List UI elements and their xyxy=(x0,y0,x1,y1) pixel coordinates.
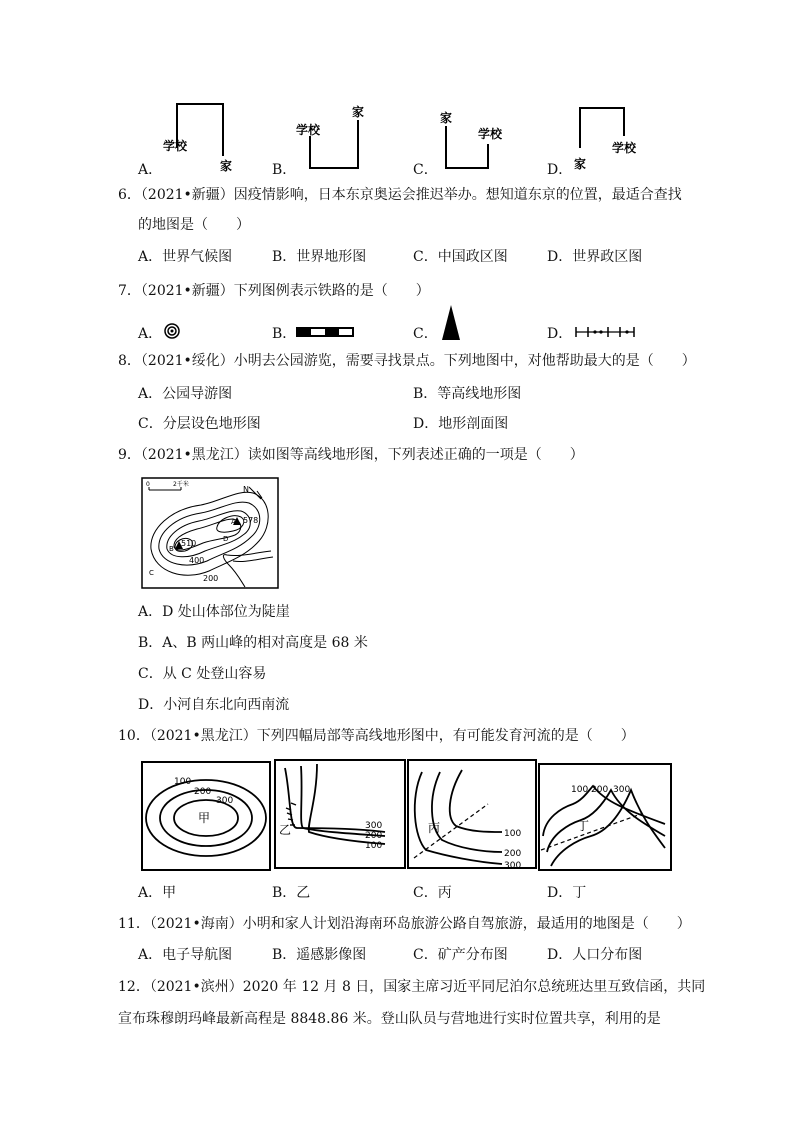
q10-option-d[interactable]: D．丁 xyxy=(547,885,587,901)
q9-label-c: C xyxy=(149,569,154,577)
q7-stem: 7．（2021•新疆）下列图例表示铁路的是（ ） xyxy=(118,283,430,299)
q10-ding-c100: 100 xyxy=(571,785,589,795)
q5-option-a[interactable]: A． xyxy=(138,162,163,178)
q5-figure-b xyxy=(292,100,382,175)
q5b-school-label: 学校 xyxy=(296,123,321,137)
q10-map-yi xyxy=(273,758,407,870)
q9-option-d[interactable]: D．小河自东北向西南流 xyxy=(138,697,290,713)
q5c-home-label: 家 xyxy=(440,111,453,125)
q10-yi-c100: 100 xyxy=(365,841,383,851)
q10-bing-c200: 200 xyxy=(504,849,522,859)
q9-north-label: N xyxy=(243,485,249,494)
q10-ding-c200: 200 xyxy=(591,785,609,795)
q9-contour-map xyxy=(141,477,279,589)
q10-option-c[interactable]: C．丙 xyxy=(413,885,452,901)
q5a-home-label: 家 xyxy=(220,159,233,173)
q11-option-b[interactable]: B．遥感影像图 xyxy=(272,947,367,963)
q10-jia-c100: 100 xyxy=(174,777,192,787)
q9-option-a[interactable]: A．D 处山体部位为陡崖 xyxy=(138,604,290,620)
q10-yi-c300: 300 xyxy=(365,821,383,831)
q5-option-c[interactable]: C． xyxy=(413,162,438,178)
q9-option-b[interactable]: B．A、B 两山峰的相对高度是 68 米 xyxy=(138,635,368,651)
q10-map-jia xyxy=(140,760,272,872)
q10-label-yi: 乙 xyxy=(279,823,292,837)
q5-figure-a xyxy=(160,98,250,178)
q5-option-b[interactable]: B． xyxy=(272,162,297,178)
q12-stem-line1: 12．（2021•滨州）2020 年 12 月 8 日，国家主席习近平同尼泊尔总统班达里互致信函，共同 xyxy=(118,979,706,995)
q6-option-d[interactable]: D．世界政区图 xyxy=(547,249,643,265)
q7-option-a[interactable]: A． xyxy=(138,326,163,342)
mountain-peak-icon xyxy=(440,304,462,342)
q5c-school-label: 学校 xyxy=(478,127,503,141)
q5-figure-c xyxy=(432,106,522,176)
q8-option-b[interactable]: B．等高线地形图 xyxy=(413,386,522,402)
boundary-symbol-icon xyxy=(574,326,636,338)
q8-stem: 8．（2021•绥化）小明去公园游览，需要寻找景点。下列地图中，对他帮助最大的是（ ） xyxy=(118,353,696,369)
q10-bing-c300: 300 xyxy=(504,861,522,870)
q12-stem-line2: 宣布珠穆朗玛峰最新高程是 8848.86 米。登山队员与营地进行实时位置共享，利用的是 xyxy=(118,1011,661,1027)
q5-option-d[interactable]: D． xyxy=(547,162,573,178)
q5a-school-label: 学校 xyxy=(163,139,188,153)
q9-scale-label: 2千米 xyxy=(173,481,189,488)
q10-jia-c300: 300 xyxy=(216,796,234,806)
q9-label-a: A xyxy=(231,518,236,526)
q8-option-c[interactable]: C．分层设色地形图 xyxy=(138,416,261,432)
q9-label-b: B xyxy=(169,545,174,553)
q9-stem: 9．（2021•黑龙江）读如图等高线地形图，下列表述正确的一项是（ ） xyxy=(118,447,584,463)
q10-bing-c100: 100 xyxy=(504,829,522,839)
q11-stem: 11．（2021•海南）小明和家人计划沿海南环岛旅游公路自驾旅游，最适用的地图是（ ） xyxy=(118,916,691,932)
q8-option-a[interactable]: A．公园导游图 xyxy=(138,386,233,402)
q10-jia-c200: 200 xyxy=(194,787,212,797)
q5d-school-label: 学校 xyxy=(612,141,637,155)
q8-option-d[interactable]: D．地形剖面图 xyxy=(413,416,509,432)
q5b-home-label: 家 xyxy=(352,105,365,119)
q10-ding-c300: 300 xyxy=(613,785,631,795)
q9-peak-b-height: 510 xyxy=(181,539,197,548)
q9-contour-200: 200 xyxy=(203,574,219,583)
q6-stem-line1: 6．（2021•新疆）因疫情影响，日本东京奥运会推迟举办。想知道东京的位置，最适合查找 xyxy=(118,187,682,203)
q11-option-c[interactable]: C．矿产分布图 xyxy=(413,947,508,963)
q10-option-b[interactable]: B．乙 xyxy=(272,885,311,901)
q5d-home-label: 家 xyxy=(574,157,587,171)
q10-stem: 10．（2021•黑龙江）下列四幅局部等高线地形图中，有可能发育河流的是（ ） xyxy=(118,728,635,744)
q7-option-b[interactable]: B． xyxy=(272,326,297,342)
q9-label-d: D xyxy=(223,535,229,543)
q9-contour-400: 400 xyxy=(189,556,205,565)
q9-scale-zero: 0 xyxy=(146,481,150,488)
q6-option-c[interactable]: C．中国政区图 xyxy=(413,249,508,265)
q6-option-b[interactable]: B．世界地形图 xyxy=(272,249,367,265)
q11-option-a[interactable]: A．电子导航图 xyxy=(138,947,233,963)
q7-option-d[interactable]: D． xyxy=(547,326,573,342)
q10-map-ding xyxy=(537,762,673,872)
q10-label-jia: 甲 xyxy=(198,811,211,825)
q6-option-a[interactable]: A．世界气候图 xyxy=(138,249,233,265)
q10-option-a[interactable]: A．甲 xyxy=(138,885,177,901)
q10-label-bing: 丙 xyxy=(428,821,441,835)
q7-option-c[interactable]: C． xyxy=(413,326,438,342)
capital-symbol-icon xyxy=(163,322,181,340)
q6-stem-line2: 的地图是（ ） xyxy=(138,217,250,233)
q11-option-d[interactable]: D．人口分布图 xyxy=(547,947,643,963)
q10-map-bing xyxy=(406,758,538,870)
q9-option-c[interactable]: C．从 C 处登山容易 xyxy=(138,666,267,682)
railway-symbol-icon xyxy=(296,326,354,338)
q5-figure-d xyxy=(570,102,660,177)
q10-label-ding: 丁 xyxy=(577,819,590,833)
q9-peak-a-height: 578 xyxy=(243,516,259,525)
q10-yi-c200: 200 xyxy=(365,831,383,841)
